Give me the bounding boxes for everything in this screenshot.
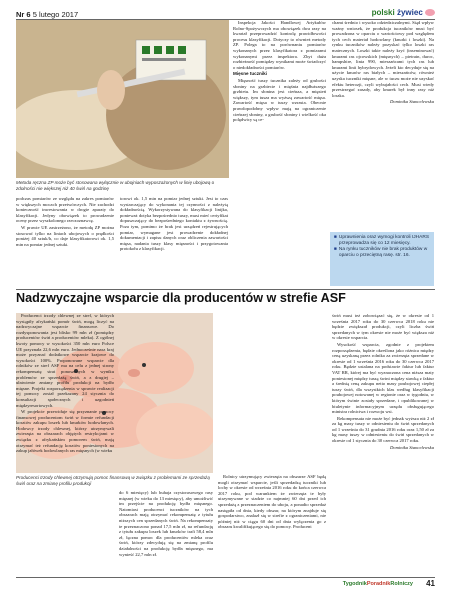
top-article-column-4 xyxy=(332,20,434,230)
bottom-article-column-3 xyxy=(218,474,326,576)
paragraph: W projekcie przewiduje się przyznanie pomocy finansowej producentom świń w formie refundacji kosztów zakupu loszek lub knurków hodowlanych. Hodowcy trzody chlewnej, którzy utrzymywali zwierzęta na obszarach objętych restrykcjami w związku z afrykańskim pomorem świń, mają otrzymać też refundację kosztów poniesionych na zakup jałówek hodowlanych ras mięsnych (w wieku xyxy=(16,409,114,454)
pig-logo-icon xyxy=(425,9,435,16)
info-box-item xyxy=(334,247,430,259)
paragraph: Wysokość wsparcia, zgodnie z projektem rozporządzenia, będzie określona jako różnica między ceną uzyskaną przez rolnika za zwierzęta sprzedane w okresie od 1 września 2016 roku do 30 czerwca 2017 roku. Będzie ustalana na podstawie faktur lub faktur VAT RR, której ma być wyznaczona cena niższa maty poniesionej między tuszą świni między stawką z faktur a średnią ceną zakupu netto masy poubojowej ciepłej tuszy świń, dla wszystkich klas według klasyfikacji poubojowej notowanej w regionie oraz w tygodniu, w którym świnie zostały sprzedane, i opublikowanej w biuletynie informacyjnym urzędu obsługującego ministra rolnictwa i rozwoju wsi. xyxy=(332,341,434,415)
logo-part-3: Rolniczy xyxy=(390,581,413,587)
info-box xyxy=(330,232,434,286)
bullet-square-icon: ■ xyxy=(334,247,337,252)
paragraph: W prawie UE zastrzeżono, że metodę ZP można stosować tylko na liniach ubojowych o prędkości poniżej 40 sztuk/h, co daje klasyfikatorowi ok. 1,5 min na pomiar jednej sztuki. xyxy=(16,224,114,247)
paragraph: Producenci trzody chlewnej ze stref, w których wystąpiły afrykański pomór świń, mogą liczyć na nadzwyczajne wsparcie finansowe. Do rozdysponowania jest blisko 99 mln zł (pomiędzy producentów świń a producentów mleka). Z ogólnej kwoty pomocy w wysokości 350 mln euro Polsce UE przyznała 22,6 mln euro. Jednocześnie nasz kraj może przyznać dodatkowe wsparcie krajowe do wysokości 100%. Proponowane wsparcie dla rolników ze stref ASF ma na celu z jednej strony rekompensatę strat ponoszonych w wyniku problemów ze sprzedażą świń, a z drugiej – ułatwienie zmiany profilu produkcji na bydło mięsne. Projekt rozporządzenia w sprawie realizacji tej pomocy został przekazany 24 stycznia do konsultacji społecznych i uzgodnień międzyresortowych. xyxy=(16,313,114,408)
bottom-article-column-4 xyxy=(332,313,434,575)
footer-rule xyxy=(16,577,435,578)
publication-logo xyxy=(343,581,413,587)
bottom-article-column-1 xyxy=(16,313,114,575)
bottom-photo-caption: Producenci trzody chlewnej otrzymują pomoc finansową w związku z problemami ze sprzedażą świń oraz na zmianę profilu produkcji xyxy=(16,475,210,486)
subhead-miesne-tuczniki: Mięsne tuczniki xyxy=(233,71,267,77)
paragraph: Rekompensata nie może być jednak wyższa niż 2 zł za kg masy tuszy w odniesieniu do świń sprzedanych od 1 września do 31 grudnia 2016 roku oraz 1,50 zł za kg masy tuszy w odniesieniu do świń sprzedanych w okresie od 1 stycznia do 30 czerwca 2017 roku. xyxy=(332,415,434,444)
brand-accent: żywiec xyxy=(396,8,423,17)
top-article-column-2 xyxy=(120,196,228,288)
paragraph: Inspekcja Jakości Handlowej Artykułów Rolno-Spożywczych ma obowiązek dwa razy na kwartał przeprowadzić kontrolę prawidłowości procesu klasyfikacji. Dotyczy to również metody ZP. Polega to na porównaniu pomiarów wykonanych przez klasyfikatora z pomiarami wykonanymi przez inspektora. Zbyt duża rozbieżność pomiędzy wynikami może świadczyć o niedokładności pomiarów. xyxy=(233,20,326,70)
paragraph: podczas pomiarów ze względu na zakres pomiarów w większych mocach przetwórczych. Nie zachodzi konieczność inwestowania w drogie aparaty do klasyfikacji. Jedyny obowiązek to prowadzenie oceny przez wyszkolonego rzeczoznawcę. xyxy=(16,196,114,224)
info-box-text: Uprawnienia oraz wymogi kontroli IJHARS przeprowadza się co 12 miesięcy. xyxy=(338,235,430,246)
author-signature: Dominika Stancelewska xyxy=(389,99,434,105)
bottom-article-column-2 xyxy=(119,490,213,576)
carcass-photo-illustration xyxy=(16,20,229,178)
logo-part-1: Tygodnik xyxy=(342,581,367,587)
issue-header xyxy=(16,10,78,19)
paragraph: torowi ok. 1,5 min na pomiar jednej sztuki. Jest to czas wystarczający do wykonania tej czynności z należytą dokładnością. Wykorzystywana do klasyfikacji linijka, ponieważ dotyka bezpośrednio tuszy, musi mieć certyfikat dopuszczający do bezpośredniego kontaktu z żywnością. Poza tym, pomimo że brak jest urządzeń rejestrujących pomiar, wymagane jest prowadzenie dokładnej dokumentacji i zapisu danych oraz obliczenia zawartości mięsa, nadania tuszy klasy mięsności i przygotowania protokołu z klasyfikacji. xyxy=(120,196,228,252)
paragraph: świń musi też zobowiązać się, że w okresie od 1 września 2017 roku do 30 czerwca 2018 roku nie będzie zwiększał produkcji, czyli liczba świń sprzedanych w tym okresie nie może być większa niż w okresie wsparcia. xyxy=(332,313,434,341)
paragraph: Mięsność tuszy tucznika zależy od grubości słoniny na grzbiecie i mięśnia najdłuższego grzbietu. Im słonina jest cieńsza, a mięsień większy, tym tusza ma wyższą zawartość mięsa. Zawartość mięsa w tuszy wzrasta. Obecnie prawdopodobny wpływ mają na ograniczenie cieńszej słoniny, a grubość słoniny i wielkość oka polędwicy są ce- xyxy=(233,77,326,123)
paragraph: do 6 miesięcy) lub buhaja czystorasowego rasy mięsnej (w wieku do 13 miesięcy), aby umożliwić im przejście na produkcję bydła mięsnego. Natomiast producenci tuczników na tych obszarach mają otrzymać rekompensatę z tytułu niższych cen sprzedanych świń. Na rekompensaty te przeznaczono ponad 17,5 mln zł, na refundację z tytułu zakupu loszek lub knurków trafi 58,4 mln zł, łączna pomoc dla producentów mleka oraz świń, którzy zdecydują się na zmianę profilu działalności na produkcję bydła mięsnego, ma wynieść 22,7 mln zł. xyxy=(119,490,213,557)
page-number: 41 xyxy=(426,579,435,588)
paragraph: Rolnicy utrzymujący zwierzęta na obszarze ASF będą mogli otrzymać wsparcie, jeśli sprzedadzą tuczniki lub lochy w okresie od września 2016 roku do końca czerwca 2017 roku, pod warunkiem że zwierzęta te były utrzymywane w stadzie co najmniej 60 dni przed ich sprzedażą z przeznaczeniem do uboju, a ponadto sprzedaż następiła od dnia, kiedy obszar, na którym znajduje się gospodarstwo, znalazł się w strefie z ograniczeniami, nie później niż w ciągu 60 dni od dnia wyłączenia go z obszaru kwalifikującego się do pomocy. Producent xyxy=(218,474,326,530)
author-signature: Dominika Stancelewska xyxy=(389,444,434,450)
bullet-square-icon: ■ xyxy=(334,235,337,240)
top-photo-caption: Metoda ręczna ZP może być stosowana wyłącznie w ubojniach wyposzażonych w linię ubojową o zdolności nie większej niż 40 świń na godzinę xyxy=(16,180,215,191)
carcass-measurement-photo xyxy=(16,20,229,178)
paragraph: chami średnio i wysoko odziedziczalnymi. Stąd wpływ ważny wniosek, że produkcja tuczników musi być prowadzona w oparciu o wartościowy pod względem tych cech materiał hodowlany (knurki i loszki). Na rynku tuczników należy pozyskać tylko loszki ras matecznych. Loszki takie należy kryć (inseminować) knurami ras ojcowskich (mięsnych) – pietrain, duroc, hampshire, linia 990, mieszańcami tych ras lub knurami linii hybrydowych. Jeżeli kto decyduje się na użycie knurów ras białych – mieszańców, również uzyska tuczniki mięsne, ale w tuczu może nie uzyskać efektu heterozji, czyli wybujałości cech. Musi wtedy przestrzegać zasady, aby knurek był inny rasy niż loszka. xyxy=(332,20,434,98)
brand-main: polski xyxy=(371,8,395,17)
section-brand xyxy=(372,8,435,17)
article-divider xyxy=(16,289,435,290)
info-box-text: Na rynku tuczników nie brak produktów w oparciu o przeciętną rasę. str. 16. xyxy=(338,247,428,258)
issue-number: Nr 6 xyxy=(16,10,31,19)
logo-part-2: Poradnik xyxy=(366,581,391,587)
top-article-column-1 xyxy=(16,196,114,288)
article-headline: Nadzwyczajne wsparcie dla producentów w strefie ASF xyxy=(16,291,346,305)
info-box-item xyxy=(334,235,430,247)
issue-date: 5 lutego 2017 xyxy=(32,10,79,19)
top-article-column-3 xyxy=(233,20,326,288)
